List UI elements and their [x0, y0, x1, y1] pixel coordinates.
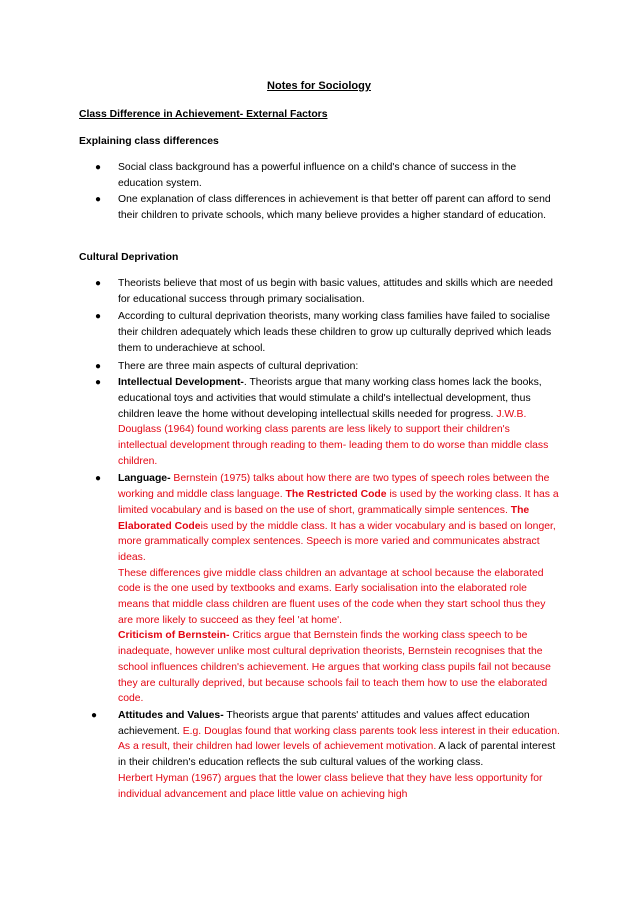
section-heading-explaining: Explaining class differences [79, 136, 219, 147]
bullet-icon: ● [95, 377, 102, 389]
list-item: ● Social class background has a powerful influence on a child's chance of success in the education system. [95, 162, 517, 189]
bullet-icon: ● [95, 194, 102, 206]
section-heading-external-factors: Class Difference in Achievement- External Factors [79, 109, 328, 120]
list-item-attitudes-values: ● Attitudes and Values- Theorists argue that parents' attitudes and values affect education achievement. E.g. Douglas found that working class parents took less interest in their education. As a result, their children had lower levels of achievement motivation. A lack of parental interest in their children's education reflects the sub cultural values of the working class. Herbert Hyman (1967) argues that the lower class believe that they have less opportunity for individual advancement and place little value on achieving high [91, 709, 560, 800]
list-item: ● One explanation of class differences in achievement is that better off parent can afford to send their children to private schools, which many believe provides a higher standard of education. [95, 194, 551, 222]
bullet-icon: ● [95, 473, 102, 485]
list-item: ● Theorists believe that most of us begin with basic values, attitudes and skills which are needed for educational success through primary socialisation. [95, 278, 553, 305]
bullet-icon: ● [95, 311, 102, 323]
bullet-icon: ● [95, 360, 102, 372]
list-item: ● According to cultural deprivation theorists, many working class families have failed to socialise their children adequately which leads these children to grow up culturally deprived which leads them to underachieve at school. [95, 311, 552, 354]
page-title: Notes for Sociology [267, 80, 371, 92]
list-item: ● There are three main aspects of cultural deprivation: [0, 359, 638, 375]
section-heading-cultural-deprivation: Cultural Deprivation [79, 252, 179, 263]
bullet-icon: ● [91, 709, 98, 721]
list-item-language: ● Language- Bernstein (1975) talks about how there are two types of speech roles between the working and middle class language. The Restricted Code is used by the working class. It has a limited vocabulary and is based on the use of short, grammatically simple sentences. The Elaborated Codeis used by the middle class. It has a wider vocabulary and is based on longer, more grammatically complex sentences. Speech is more varied and communicates abstract ideas. These differences give middle class children an advantage at school because the elaborated code is the one used by textbooks and exams. Early socialisation into the elaborated role means that middle class children are fluent uses of the code when they start school thus they are more likely to succeed as they feel 'at home'. Criticism of Bernstein- Critics argue that Bernstein finds the working class speech to be inadequate, however unlike most cultural deprivation theorists, Bernstein recognises that the school influences children's achievement. He argues that working class pupils fail not because they are culturally deprived, but because schools fail to teach them how to use the elaborated code. [95, 473, 559, 705]
list-item-intellectual-development: ● Intellectual Development-. Theorists argue that many working class homes lack the books, educational toys and activities that would stimulate a child's intellectual development, thus children leave the home without developing intellectual skills needed for progress. J.W.B. Douglass (1964) found working class parents are less likely to support their children's intellectual development through reading to them- leading them to do worse than middle class children. [95, 377, 549, 467]
bullet-list-cultural-deprivation [0, 276, 638, 802]
bullet-list-explaining [0, 160, 638, 224]
bullet-icon: ● [95, 162, 102, 173]
bullet-icon: ● [95, 278, 102, 289]
